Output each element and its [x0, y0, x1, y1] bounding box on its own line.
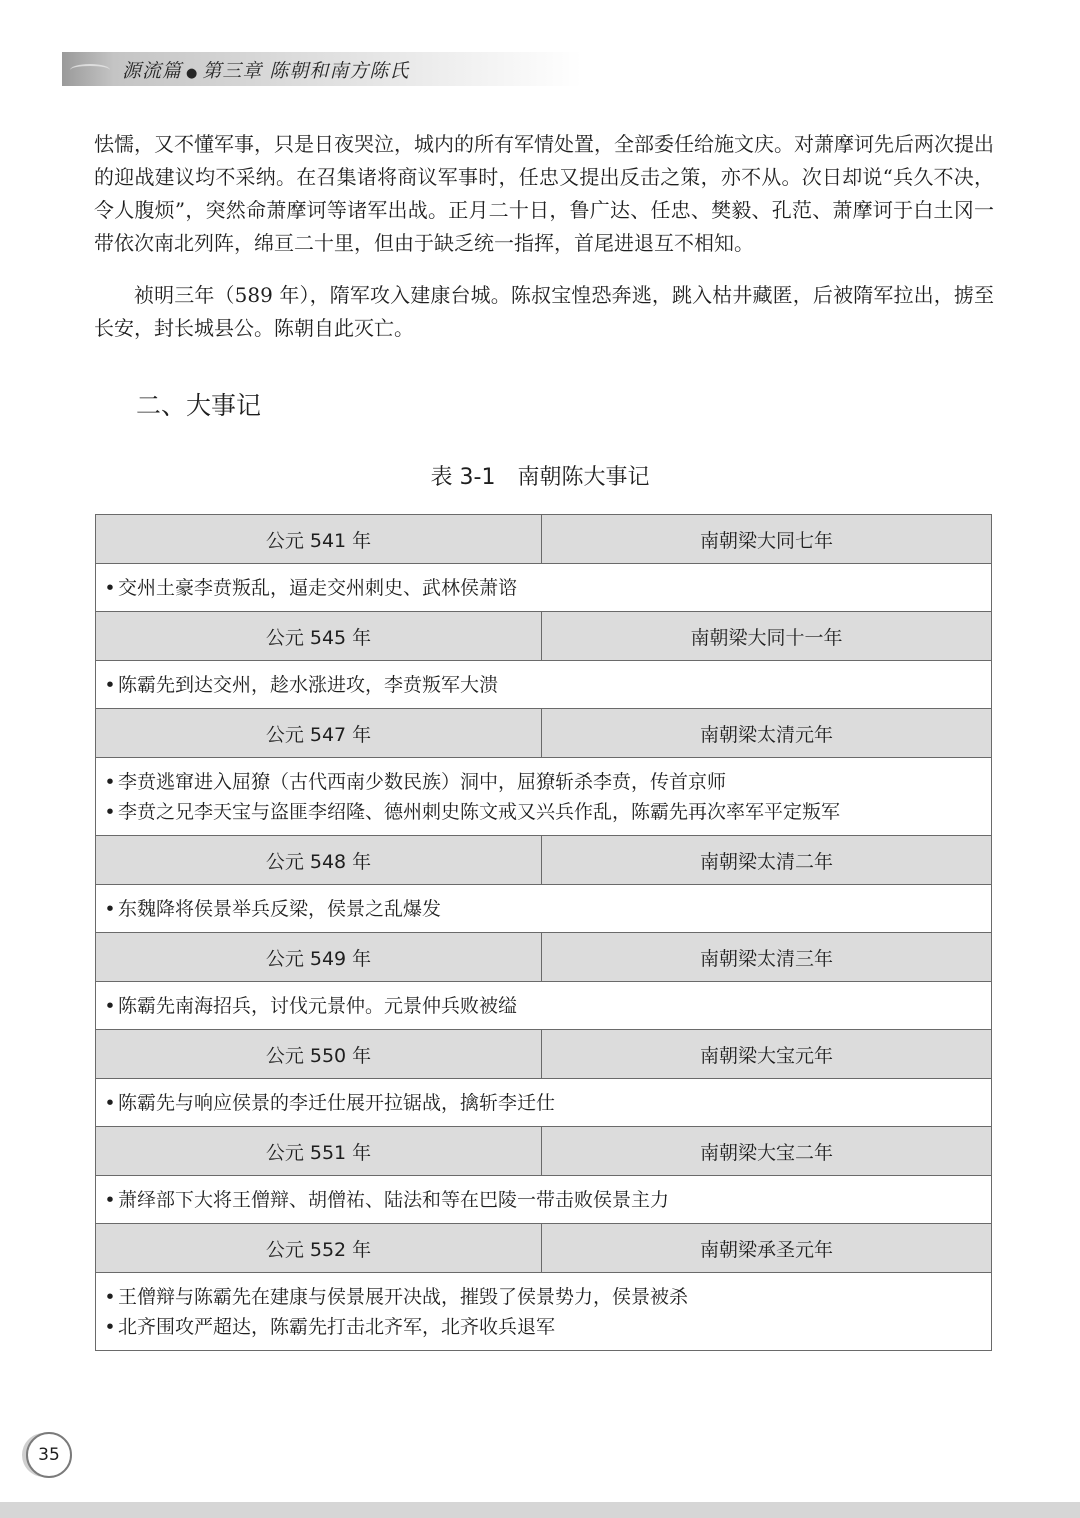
year-cell: 公元 541 年 [96, 515, 542, 564]
table-row-header [96, 1030, 992, 1079]
events-cell [96, 885, 992, 933]
scan-bottom-edge [0, 1502, 1080, 1518]
event-item [104, 894, 983, 924]
year-cell: 公元 547 年 [96, 709, 542, 758]
table-number: 表 3-1 [430, 465, 496, 490]
page-number: 35 [26, 1432, 72, 1478]
year-cell: 公元 551 年 [96, 1127, 542, 1176]
table-caption [0, 460, 1080, 491]
events-cell [96, 661, 992, 709]
header-chapter: 第三章 陈朝和南方陈氏 [202, 60, 410, 82]
chapter-header [122, 56, 409, 83]
header-separator: ● [186, 66, 199, 81]
era-cell: 南朝梁大同十一年 [542, 612, 992, 661]
era-cell: 南朝梁太清三年 [542, 933, 992, 982]
table-row-events [96, 1079, 992, 1127]
table-title: 南朝陈大事记 [517, 465, 650, 490]
table-row-events [96, 758, 992, 836]
bullet-icon: • [104, 771, 116, 793]
events-cell [96, 758, 992, 836]
event-text: 陈霸先南海招兵，讨伐元景仲。元景仲兵败被缢 [118, 995, 518, 1017]
table-row-header [96, 515, 992, 564]
table-row-events [96, 1273, 992, 1351]
table-row-header [96, 612, 992, 661]
body-paragraph-continued: 怯懦，又不懂军事，只是日夜哭泣，城内的所有军情处置，全部委任给施文庆。对萧摩诃先后两次提出的迎战建议均不采纳。在召集诸将商议军事时，任忠又提出反击之策，亦不从。次日却说“兵久不决，令人腹烦”，突然命萧摩诃等诸军出战。正月二十日，鲁广达、任忠、樊毅、孔范、萧摩诃于白土冈一带依次南北列阵，绵亘二十里，但由于缺乏统一指挥，首尾进退互不相知。 [94, 132, 994, 255]
era-cell: 南朝梁太清元年 [542, 709, 992, 758]
year-cell: 公元 548 年 [96, 836, 542, 885]
year-cell: 公元 552 年 [96, 1224, 542, 1273]
event-item [104, 767, 983, 797]
event-text: 北齐围攻严超达，陈霸先打击北齐军，北齐收兵退军 [118, 1316, 556, 1338]
event-text: 李贲逃窜进入屈獠（古代西南少数民族）洞中，屈獠斩杀李贲，传首京师 [118, 771, 727, 793]
era-cell: 南朝梁大宝元年 [542, 1030, 992, 1079]
bullet-icon: • [104, 577, 116, 599]
era-cell: 南朝梁承圣元年 [542, 1224, 992, 1273]
table-row-events [96, 885, 992, 933]
body-paragraph: 祯明三年（589 年），隋军攻入建康台城。陈叔宝惶恐奔逃，跳入枯井藏匿，后被隋军拉出，掳至长安，封长城县公。陈朝自此灭亡。 [94, 283, 994, 340]
mountain-ornament-icon [70, 64, 110, 76]
table-row-header [96, 709, 992, 758]
events-cell [96, 1273, 992, 1351]
table-row-header [96, 933, 992, 982]
bullet-icon: • [104, 1316, 116, 1338]
bullet-icon: • [104, 801, 116, 823]
year-cell: 公元 545 年 [96, 612, 542, 661]
table-row-events [96, 982, 992, 1030]
bullet-icon: • [104, 898, 116, 920]
bullet-icon: • [104, 1092, 116, 1114]
bullet-icon: • [104, 1286, 116, 1308]
event-item [104, 1312, 983, 1342]
event-item [104, 1185, 983, 1215]
event-item [104, 670, 983, 700]
bullet-icon: • [104, 1189, 116, 1211]
table-row-header [96, 836, 992, 885]
event-item [104, 797, 983, 827]
bullet-icon: • [104, 674, 116, 696]
event-text: 陈霸先与响应侯景的李迁仕展开拉锯战，擒斩李迁仕 [118, 1092, 556, 1114]
event-text: 王僧辩与陈霸先在建康与侯景展开决战，摧毁了侯景势力，侯景被杀 [118, 1286, 689, 1308]
event-text: 萧绎部下大将王僧辩、胡僧祐、陆法和等在巴陵一带击败侯景主力 [118, 1189, 670, 1211]
year-cell: 公元 550 年 [96, 1030, 542, 1079]
era-cell: 南朝梁太清二年 [542, 836, 992, 885]
event-item [104, 991, 983, 1021]
table-row-events [96, 661, 992, 709]
events-cell [96, 564, 992, 612]
era-cell: 南朝梁大宝二年 [542, 1127, 992, 1176]
event-item [104, 1282, 983, 1312]
table-row-header [96, 1127, 992, 1176]
event-item [104, 1088, 983, 1118]
table-row-events [96, 1176, 992, 1224]
header-section: 源流篇 [122, 60, 183, 82]
table-row-events [96, 564, 992, 612]
bullet-icon: • [104, 995, 116, 1017]
era-cell: 南朝梁大同七年 [542, 515, 992, 564]
event-text: 交州土豪李贲叛乱，逼走交州刺史、武林侯萧谘 [118, 577, 518, 599]
section-title: 二、大事记 [136, 391, 262, 420]
events-table [95, 514, 992, 1351]
events-cell [96, 1176, 992, 1224]
event-item [104, 573, 983, 603]
events-cell [96, 1079, 992, 1127]
year-cell: 公元 549 年 [96, 933, 542, 982]
event-text: 李贲之兄李天宝与盗匪李绍隆、德州刺史陈文戒又兴兵作乱，陈霸先再次率军平定叛军 [118, 801, 841, 823]
event-text: 陈霸先到达交州，趁水涨进攻，李贲叛军大溃 [118, 674, 499, 696]
events-cell [96, 982, 992, 1030]
event-text: 东魏降将侯景举兵反梁，侯景之乱爆发 [118, 898, 442, 920]
table-row-header [96, 1224, 992, 1273]
